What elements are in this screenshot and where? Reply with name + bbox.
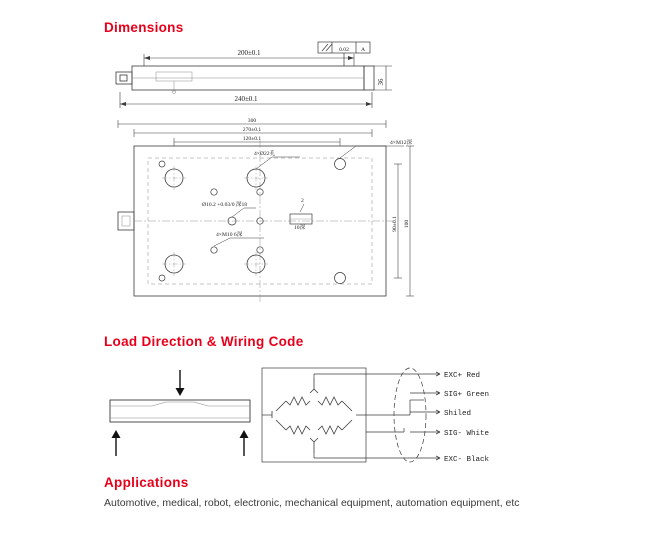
- dim-label-270: 270±0.1: [242, 127, 262, 133]
- label-holes-m12: 4×M12深: [390, 140, 413, 146]
- dim-label-300: 300: [247, 118, 257, 124]
- dim-label-36: 36: [377, 78, 385, 86]
- up-arrow-right-icon: [240, 430, 249, 456]
- applications-text: Automotive, medical, robot, electronic, mechanical equipment, automation equipment, etc: [104, 497, 520, 509]
- down-arrow-icon: [176, 370, 185, 396]
- flatness-datum: A: [360, 47, 366, 53]
- section-title-dimensions: Dimensions: [104, 20, 184, 35]
- label-note-2: 2: [301, 198, 304, 204]
- dim-label-200: 200±0.1: [237, 49, 261, 57]
- wire-label-exc-plus: EXC+ Red: [444, 372, 481, 380]
- wire-label-exc-minus: EXC- Black: [444, 456, 490, 464]
- section-title-applications: Applications: [104, 475, 189, 490]
- label-center-hole: Ø10.2 +0.03/0 深18: [202, 202, 248, 208]
- wiring-diagram: [258, 360, 508, 470]
- dim-label-240: 240±0.1: [234, 95, 258, 103]
- section-title-load-direction: Load Direction & Wiring Code: [104, 334, 304, 349]
- label-holes-m10: 4×M10 6深: [216, 232, 243, 238]
- plan-view-drawing: [104, 116, 544, 321]
- flatness-value: 0.02: [339, 47, 349, 53]
- wire-label-sig-plus: SIG+ Green: [444, 391, 490, 399]
- dim-label-120: 120±0.1: [242, 136, 262, 142]
- label-note-10: 10深: [294, 225, 306, 231]
- dim-label-100: 100: [404, 219, 410, 229]
- wire-label-sig-minus: SIG- White: [444, 430, 490, 438]
- side-view-drawing: [104, 36, 544, 116]
- up-arrow-left-icon: [112, 430, 121, 456]
- wire-label-shield: Shiled: [444, 410, 472, 418]
- label-holes-22: 4×Ø22孔: [254, 151, 276, 157]
- dim-label-90: 90±0.1: [392, 216, 398, 232]
